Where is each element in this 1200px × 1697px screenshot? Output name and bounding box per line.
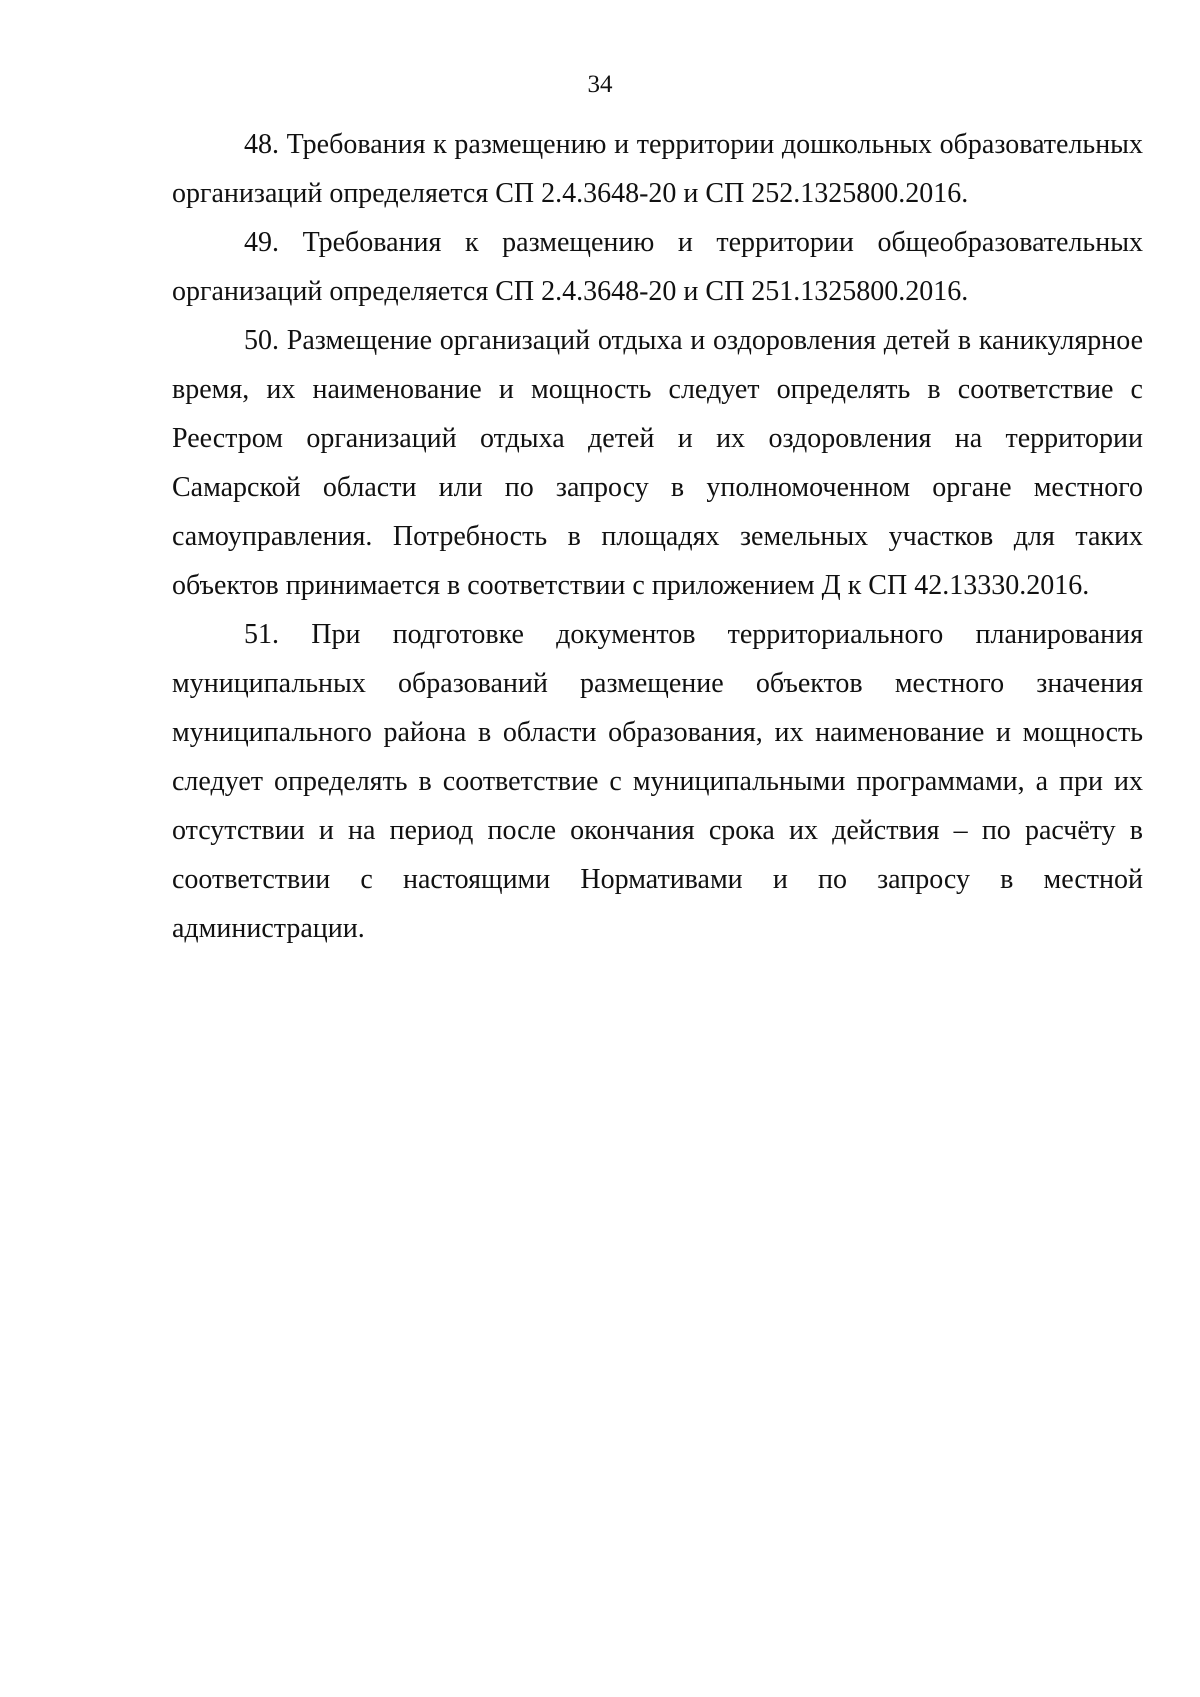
paragraph-number: 48. — [244, 129, 279, 160]
paragraph-50 — [172, 316, 1143, 610]
paragraph-number: 49. — [244, 227, 279, 258]
document-body — [172, 120, 1143, 953]
paragraph-number: 50. — [244, 325, 279, 356]
paragraph-text: Требования к размещению и территории дошкольных образовательных организаций определяется СП 2.4.3648-20 и СП 252.1325800.2016. — [172, 129, 1143, 209]
paragraph-49 — [172, 218, 1143, 316]
paragraph-text: При подготовке документов территориального планирования муниципальных образований размещение объектов местного значения муниципального района в области образования, их наименование и мощность следует определять в соответствие с муниципальными программами, а при их отсутствии и на период после окончания срока их действия – по расчёту в соответствии с настоящими Нормативами и по запросу в местной администрации. — [172, 619, 1143, 944]
paragraph-48 — [172, 120, 1143, 218]
paragraph-number: 51. — [244, 619, 279, 650]
page-number: 34 — [587, 71, 613, 98]
paragraph-text: Требования к размещению и территории общеобразовательных организаций определяется СП 2.4.3648-20 и СП 251.1325800.2016. — [172, 227, 1144, 307]
paragraph-text: Размещение организаций отдыха и оздоровления детей в каникулярное время, их наименование и мощность следует определять в соответствие с Реестром организаций отдыха детей и их оздоровления на территории Самарской области или по запросу в уполномоченном органе местного самоуправления. Потребность в площадях земельных участков для таких объектов принимается в соответствии с приложением Д к СП 42.13330.2016. — [172, 325, 1144, 601]
paragraph-51 — [172, 610, 1143, 953]
